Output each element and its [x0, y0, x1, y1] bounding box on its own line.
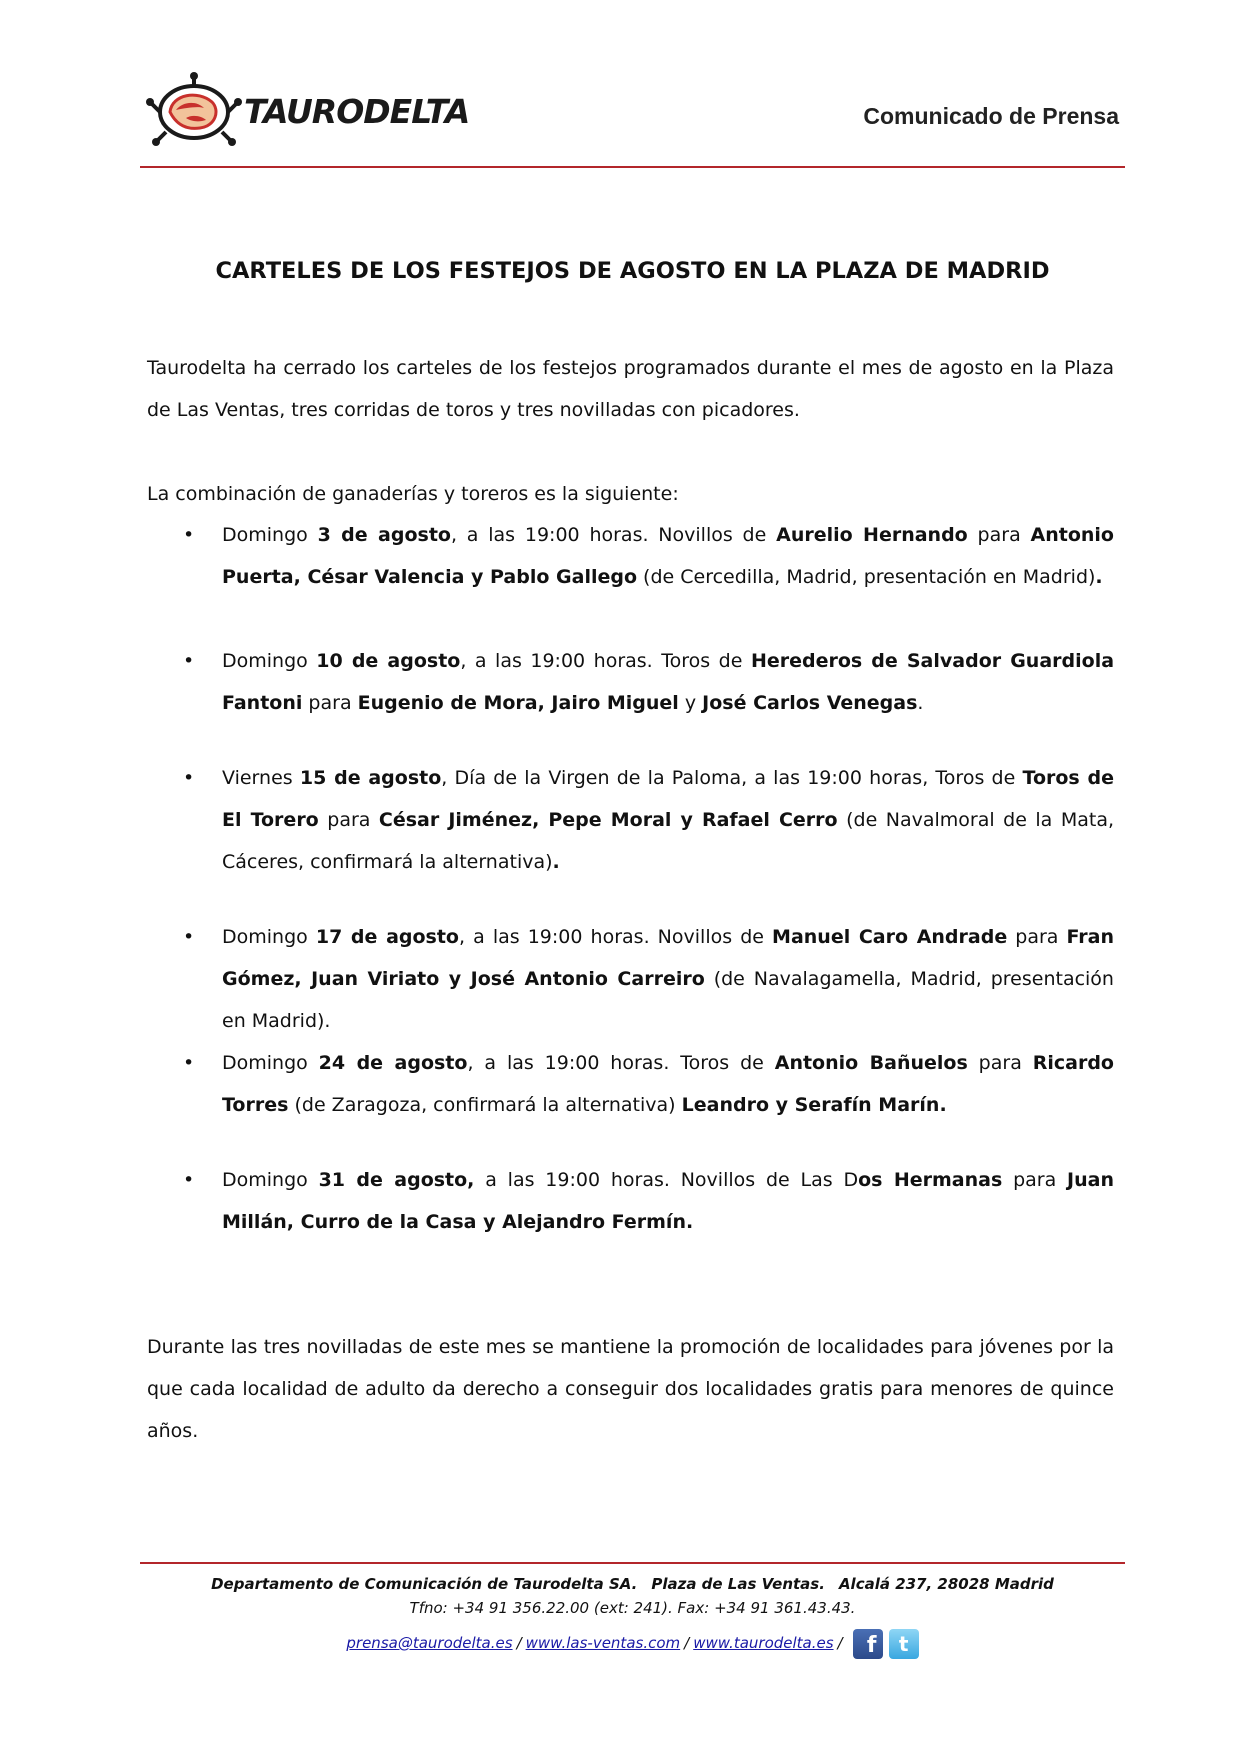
event-ranch: Herederos de Salvador Guardiola Fantoni	[222, 650, 1115, 714]
footer-address: Alcalá 237, 28028 Madrid	[838, 1575, 1054, 1593]
las-ventas-link[interactable]: www.las-ventas.com	[525, 1634, 681, 1652]
event-date: 24 de agosto	[318, 1052, 468, 1074]
event-text: Domingo	[222, 926, 316, 948]
list-item	[147, 916, 1114, 1042]
event-ranch: Antonio Bañuelos	[774, 1052, 968, 1074]
taurodelta-link[interactable]: www.taurodelta.es	[693, 1634, 834, 1652]
event-text: para	[1002, 1169, 1068, 1191]
bullet: •	[183, 767, 195, 789]
event-text: para	[967, 1052, 1033, 1074]
event-ranch: Toros de El Torero	[222, 767, 1115, 831]
bullet: •	[183, 524, 195, 546]
list-item	[147, 640, 1114, 724]
logo-wordmark: TAURODELTA	[244, 92, 470, 131]
footer-contact-line	[140, 1572, 1125, 1596]
event-text: Domingo	[222, 1052, 319, 1074]
separator: /	[684, 1634, 690, 1652]
event-date: 15 de agosto	[299, 767, 442, 789]
event-text: para	[318, 809, 379, 831]
event-bullfighters: César Jiménez, Pepe Moral y Rafael Cerro	[378, 809, 838, 831]
document-title: CARTELES DE LOS FESTEJOS DE AGOSTO EN LA PLAZA DE MADRID	[215, 258, 1050, 284]
event-text: a las 19:00 horas. Novillos de Las D	[474, 1169, 859, 1191]
event-text: .	[917, 692, 924, 714]
event-text: (de Zaragoza, confirmará la alternativa)	[288, 1094, 682, 1116]
event-text: .	[1095, 566, 1103, 588]
footer-links	[140, 1628, 1125, 1660]
event-bullfighters: Eugenio de Mora, Jairo Miguel	[357, 692, 679, 714]
event-text: (de Cercedilla, Madrid, presentación en Madrid)	[637, 566, 1096, 588]
bullet: •	[183, 1052, 195, 1074]
footer-venue: Plaza de Las Ventas.	[651, 1575, 825, 1593]
press-release-label: Comunicado de Prensa	[863, 103, 1119, 129]
footer-phone: Tfno: +34 91 356.22.00 (ext: 241). Fax: +34 91 361.43.43.	[409, 1599, 856, 1617]
event-text: y	[678, 692, 703, 714]
event-text: .	[552, 851, 560, 873]
taurodelta-logo-icon	[146, 72, 242, 152]
event-ranch: Aurelio Hernando	[776, 524, 968, 546]
event-bullfighters: Antonio Puerta, César Valencia y Pablo Gallego	[222, 524, 1114, 588]
list-item	[147, 1159, 1114, 1243]
facebook-glyph: f	[866, 1632, 877, 1658]
separator: /	[516, 1634, 522, 1652]
list-item	[147, 757, 1114, 883]
bullet: •	[183, 650, 195, 672]
intro-paragraph: Taurodelta ha cerrado los carteles de los festejos programados durante el mes de agosto en la Plaza de Las Ventas, tres corridas de toros y tres novilladas con picadores.	[147, 357, 1114, 421]
event-date: 17 de agosto	[315, 926, 459, 948]
event-text: , Día de la Virgen de la Paloma, a las 19:00 horas, Toros de	[441, 767, 1023, 789]
event-bullfighters: José Carlos Venegas	[702, 692, 918, 714]
event-ranch: Manuel Caro Andrade	[772, 926, 1008, 948]
event-text: (de Navalmoral de la Mata, Cáceres, confirmará la alternativa)	[222, 809, 1114, 873]
event-ranch: os Hermanas	[858, 1169, 1003, 1191]
separator: /	[837, 1634, 843, 1652]
facebook-icon[interactable]	[853, 1629, 883, 1659]
event-bullfighters: Leandro y Serafín Marín.	[681, 1094, 947, 1116]
email-link[interactable]: prensa@taurodelta.es	[346, 1634, 513, 1652]
event-bullfighters: Ricardo Torres	[222, 1052, 1114, 1116]
event-text: , a las 19:00 horas. Toros de	[460, 650, 751, 672]
twitter-glyph: t	[898, 1631, 909, 1656]
closing-paragraph: Durante las tres novilladas de este mes se mantiene la promoción de localidades para jóvenes por la que cada localidad de adulto da derecho a conseguir dos localidades gratis para menores de quince años.	[147, 1336, 1114, 1442]
list-item	[147, 514, 1114, 598]
header-divider	[140, 166, 1125, 168]
event-bullfighters: Juan Millán, Curro de la Casa y Alejandro Fermín.	[222, 1169, 1114, 1233]
event-text: , a las 19:00 horas. Toros de	[467, 1052, 775, 1074]
event-text: , a las 19:00 horas. Novillos de	[450, 524, 777, 546]
event-date: 10 de agosto	[316, 650, 461, 672]
event-text: para	[1007, 926, 1067, 948]
list-item	[147, 1042, 1114, 1126]
event-text: para	[302, 692, 358, 714]
event-text: para	[967, 524, 1031, 546]
event-text: Domingo	[222, 650, 317, 672]
event-bullfighters: Fran Gómez, Juan Viriato y José Antonio Carreiro	[222, 926, 1115, 990]
event-text: (de Navalagamella, Madrid, presentación en Madrid).	[222, 968, 1114, 1032]
event-text: Domingo	[222, 524, 318, 546]
combination-intro: La combinación de ganaderías y toreros es la siguiente:	[147, 483, 679, 505]
twitter-icon[interactable]	[889, 1629, 919, 1659]
footer-divider	[140, 1562, 1125, 1564]
taurodelta-logo[interactable]	[146, 72, 470, 152]
event-text: Domingo	[222, 1169, 319, 1191]
bullet: •	[183, 1169, 195, 1191]
event-text: , a las 19:00 horas. Novillos de	[459, 926, 773, 948]
event-text: Viernes	[222, 767, 300, 789]
event-date: 3 de agosto	[317, 524, 451, 546]
event-date: 31 de agosto,	[318, 1169, 475, 1191]
header	[140, 68, 1125, 168]
bullet: •	[183, 926, 195, 948]
footer	[140, 1572, 1125, 1660]
footer-department: Departamento de Comunicación de Taurodelta SA.	[211, 1575, 638, 1593]
